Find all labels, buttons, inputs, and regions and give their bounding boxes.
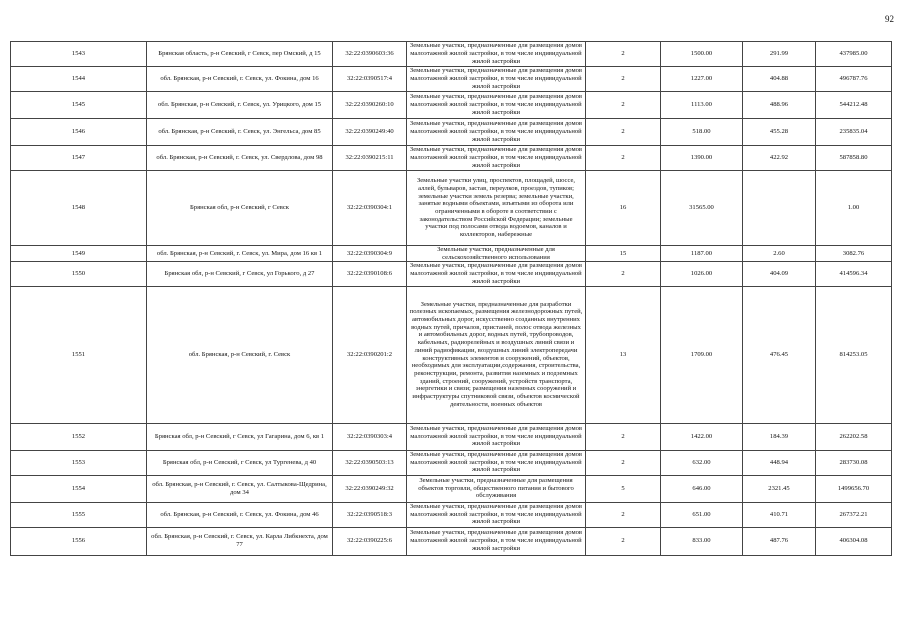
rate-cell: 422.92 (743, 146, 816, 171)
area-cell: 632.00 (661, 450, 743, 475)
area-cell: 833.00 (661, 527, 743, 555)
land-use-cell: Земельные участки, предназначенные для размещения домов малоэтажной жилой застройки, в том числе индивидуальной жилой застройки (407, 423, 586, 450)
table-row (11, 286, 892, 423)
cadastral-number-cell: 32:22:0390304:1 (333, 171, 407, 246)
cadastral-number-cell: 32:22:0390249:32 (333, 475, 407, 502)
address-cell: обл. Брянская, р-н Севский, г. Севск, ул. Энгельса, дом 85 (147, 119, 333, 146)
land-use-cell: Земельные участки, предназначенные для размещения домов малоэтажной жилой застройки, в том числе индивидуальной жилой застройки (407, 67, 586, 92)
table-body (11, 42, 892, 556)
row-number: 1548 (11, 171, 147, 246)
row-number: 1547 (11, 146, 147, 171)
address-cell: обл. Брянская, р-н Севский, г. Севск (147, 286, 333, 423)
group-cell: 2 (586, 92, 661, 119)
rate-cell: 410.71 (743, 502, 816, 527)
group-cell: 16 (586, 171, 661, 246)
rate-cell: 455.28 (743, 119, 816, 146)
area-cell: 1227.00 (661, 67, 743, 92)
table-row (11, 502, 892, 527)
cadastral-value-cell: 414596.34 (816, 262, 892, 286)
cadastral-number-cell: 32:22:0390603:36 (333, 42, 407, 67)
cadastral-number-cell: 32:22:0390249:40 (333, 119, 407, 146)
cadastral-number-cell: 32:22:0390503:13 (333, 450, 407, 475)
group-cell: 2 (586, 42, 661, 67)
table-row (11, 119, 892, 146)
land-use-cell: Земельные участки, предназначенные для размещения домов малоэтажной жилой застройки, в том числе индивидуальной жилой застройки (407, 146, 586, 171)
cadastral-number-cell: 32:22:0390517:4 (333, 67, 407, 92)
table-row (11, 171, 892, 246)
cadastral-value-cell: 283730.08 (816, 450, 892, 475)
land-registry-table (10, 41, 892, 556)
table-row (11, 92, 892, 119)
row-number: 1545 (11, 92, 147, 119)
cadastral-number-cell: 32:22:0390108:6 (333, 262, 407, 286)
area-cell: 31565.00 (661, 171, 743, 246)
rate-cell: 2321.45 (743, 475, 816, 502)
cadastral-number-cell: 32:22:0390260:10 (333, 92, 407, 119)
rate-cell: 291.99 (743, 42, 816, 67)
row-number: 1549 (11, 246, 147, 262)
address-cell: Брянская обл, р-н Севский, г Севск, ул Гагарина, дом 6, кв 1 (147, 423, 333, 450)
cadastral-value-cell: 437985.00 (816, 42, 892, 67)
land-use-cell: Земельные участки, предназначенные для размещения домов малоэтажной жилой застройки, в том числе индивидуальной жилой застройки (407, 527, 586, 555)
area-cell: 646.00 (661, 475, 743, 502)
table-row (11, 423, 892, 450)
table-row (11, 42, 892, 67)
rate-cell: 184.39 (743, 423, 816, 450)
land-use-cell: Земельные участки, предназначенные для размещения домов малоэтажной жилой застройки, в том числе индивидуальной жилой застройки (407, 262, 586, 286)
group-cell: 2 (586, 502, 661, 527)
rate-cell: 476.45 (743, 286, 816, 423)
cadastral-number-cell: 32:22:0390225:6 (333, 527, 407, 555)
address-cell: обл. Брянская, р-н Севский, г. Севск, ул. Мира, дом 16 кв 1 (147, 246, 333, 262)
cadastral-value-cell: 235835.04 (816, 119, 892, 146)
area-cell: 651.00 (661, 502, 743, 527)
rate-cell: 2.60 (743, 246, 816, 262)
address-cell: Брянская обл, р-н Севский, г Севск, ул Горького, д 27 (147, 262, 333, 286)
land-use-cell: Земельные участки, предназначенные для сельскохозяйственного использования (407, 246, 586, 262)
area-cell: 1390.00 (661, 146, 743, 171)
group-cell: 15 (586, 246, 661, 262)
address-cell: обл. Брянская, р-н Севский, г. Севск, ул. Салтыкова-Щедрина, дом 34 (147, 475, 333, 502)
cadastral-value-cell: 814253.05 (816, 286, 892, 423)
cadastral-value-cell: 1499656.70 (816, 475, 892, 502)
table-row (11, 262, 892, 286)
cadastral-value-cell: 587858.80 (816, 146, 892, 171)
cadastral-number-cell: 32:22:0390303:4 (333, 423, 407, 450)
rate-cell: 448.94 (743, 450, 816, 475)
cadastral-value-cell: 544212.48 (816, 92, 892, 119)
table-row (11, 475, 892, 502)
land-use-cell: Земельные участки, предназначенные для разработки полезных ископаемых, размещения железнодорожных путей, автомобильных дорог, искусственно созданных внутренних водных путей, причалов, пристаней, полос отвода железных и автомобильных дорог, водных путей, трубопроводов, кабельных, радиорелейных и воздушных линий связи и линий радиофикации, воздушных линий электропередачи конструктивных элементов и сооружений, объектов, необходимых для эксплуатации,содержания, строительства, реконструкции, ремонта, развития наземных и подземных зданий, строений, сооружений, устройств транспорта, энергетики и связи; размещения наземных сооружений и инфраструктуры спутниковой связи, объектов космической деятельности, военных объектов (407, 286, 586, 423)
cadastral-number-cell: 32:22:0390518:3 (333, 502, 407, 527)
row-number: 1550 (11, 262, 147, 286)
cadastral-value-cell: 1.00 (816, 171, 892, 246)
land-use-cell: Земельные участки, предназначенные для размещения домов малоэтажной жилой застройки, в том числе индивидуальной жилой застройки (407, 92, 586, 119)
address-cell: обл. Брянская, р-н Севский, г. Севск, ул. Фокина, дом 46 (147, 502, 333, 527)
cadastral-value-cell: 406304.08 (816, 527, 892, 555)
row-number: 1551 (11, 286, 147, 423)
row-number: 1553 (11, 450, 147, 475)
land-use-cell: Земельные участки, предназначенные для размещения домов малоэтажной жилой застройки, в том числе индивидуальной жилой застройки (407, 42, 586, 67)
area-cell: 1422.00 (661, 423, 743, 450)
rate-cell: 487.76 (743, 527, 816, 555)
rate-cell (743, 171, 816, 246)
group-cell: 2 (586, 450, 661, 475)
cadastral-number-cell: 32:22:0390215:11 (333, 146, 407, 171)
group-cell: 13 (586, 286, 661, 423)
land-use-cell: Земельные участки, предназначенные для размещения домов малоэтажной жилой застройки, в том числе индивидуальной жилой застройки (407, 119, 586, 146)
row-number: 1556 (11, 527, 147, 555)
row-number: 1552 (11, 423, 147, 450)
address-cell: обл. Брянская, р-н Севский, г. Севск, ул. Фокина, дом 16 (147, 67, 333, 92)
cadastral-value-cell: 3082.76 (816, 246, 892, 262)
group-cell: 2 (586, 119, 661, 146)
area-cell: 1709.00 (661, 286, 743, 423)
table-row (11, 527, 892, 555)
address-cell: обл. Брянская, р-н Севский, г. Севск, ул. Карла Либкнехта, дом 77 (147, 527, 333, 555)
address-cell: обл. Брянская, р-н Севский, г. Севск, ул. Урицкого, дом 15 (147, 92, 333, 119)
address-cell: Брянская обл, р-н Севский, г Севск (147, 171, 333, 246)
table-row (11, 146, 892, 171)
cadastral-number-cell: 32:22:0390304:9 (333, 246, 407, 262)
row-number: 1544 (11, 67, 147, 92)
address-cell: Брянская область, р-н Севский, г Севск, пер Омский, д 15 (147, 42, 333, 67)
group-cell: 2 (586, 423, 661, 450)
area-cell: 1187.00 (661, 246, 743, 262)
page-number: 92 (885, 14, 894, 24)
address-cell: Брянская обл, р-н Севский, г Севск, ул Тургенева, д 40 (147, 450, 333, 475)
group-cell: 2 (586, 262, 661, 286)
row-number: 1554 (11, 475, 147, 502)
land-use-cell: Земельные участки, предназначенные для размещения домов малоэтажной жилой застройки, в том числе индивидуальной жилой застройки (407, 502, 586, 527)
rate-cell: 488.96 (743, 92, 816, 119)
area-cell: 1500.00 (661, 42, 743, 67)
rate-cell: 404.09 (743, 262, 816, 286)
group-cell: 2 (586, 527, 661, 555)
group-cell: 2 (586, 146, 661, 171)
land-use-cell: Земельные участки, предназначенные для размещения домов малоэтажной жилой застройки, в том числе индивидуальной жилой застройки (407, 450, 586, 475)
area-cell: 1113.00 (661, 92, 743, 119)
table-row (11, 246, 892, 262)
land-use-cell: Земельные участки улиц, проспектов, площадей, шоссе, аллей, бульваров, застав, переулков, проездов, тупиков; земельные участки земель резерва; земельные участки, занятые водными объектами, изъятыми из оборота или ограниченными в обороте в соответствии с законодательством Российской Федерации; земельные участки под полосами отвода водоемов, каналов и коллекторов, набережные (407, 171, 586, 246)
row-number: 1543 (11, 42, 147, 67)
group-cell: 5 (586, 475, 661, 502)
area-cell: 1026.00 (661, 262, 743, 286)
land-use-cell: Земельные участки, предназначенные для размещения объектов торговли, общественного питания и бытового обслуживания (407, 475, 586, 502)
cadastral-number-cell: 32:22:0390201:2 (333, 286, 407, 423)
cadastral-value-cell: 267372.21 (816, 502, 892, 527)
table-row (11, 450, 892, 475)
row-number: 1555 (11, 502, 147, 527)
rate-cell: 404.88 (743, 67, 816, 92)
group-cell: 2 (586, 67, 661, 92)
area-cell: 518.00 (661, 119, 743, 146)
table-row (11, 67, 892, 92)
row-number: 1546 (11, 119, 147, 146)
cadastral-value-cell: 262202.58 (816, 423, 892, 450)
cadastral-value-cell: 496787.76 (816, 67, 892, 92)
address-cell: обл. Брянская, р-н Севский, г. Севск, ул. Свердлова, дом 98 (147, 146, 333, 171)
